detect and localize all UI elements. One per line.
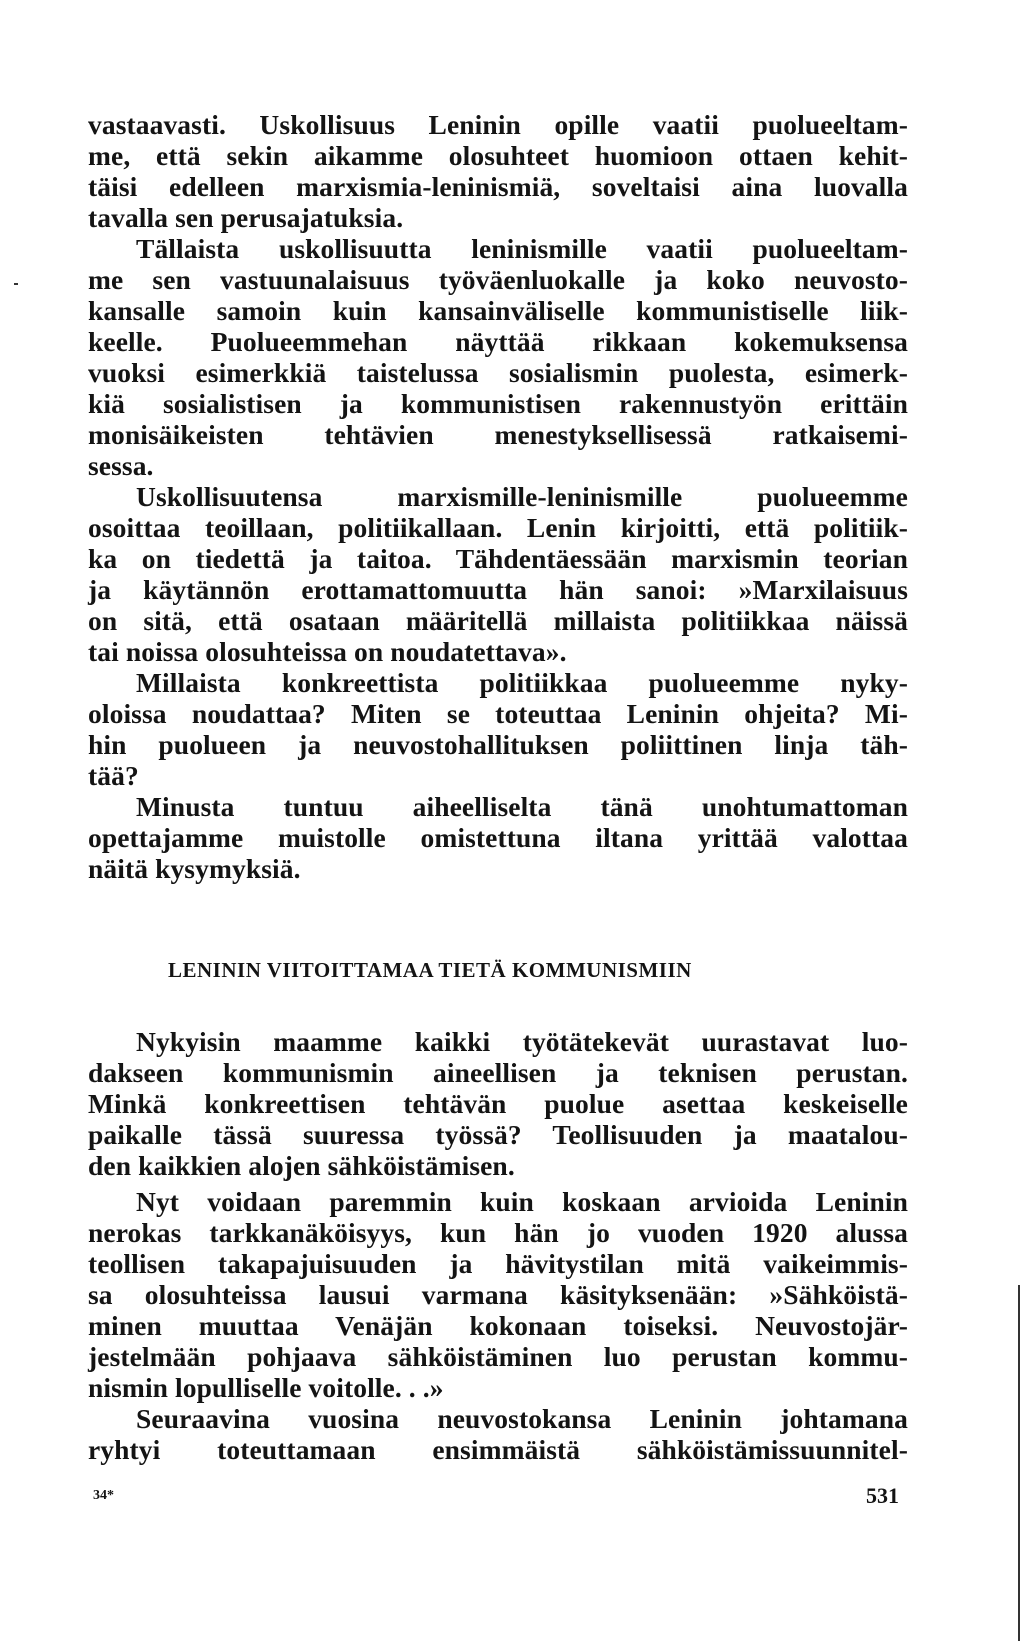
text-line: on sitä, että osataan määritellä millaista politiikkaa näissä (88, 605, 908, 636)
text-line: tavalla sen perusajatuksia. (88, 202, 404, 233)
text-line: vuoksi esimerkkiä taistelussa sosialismin puolesta, esimerk- (88, 357, 908, 388)
text-line: sa olosuhteissa lausui varmana käsityksenään: »Sähköistä- (88, 1279, 908, 1310)
text-line: den kaikkien alojen sähköistämisen. (88, 1150, 515, 1181)
text-line: kiä sosialistisen ja kommunistisen rakennustyön erittäin (88, 388, 908, 419)
text-line: keelle. Puolueemmehan näyttää rikkaan kokemuksensa (88, 326, 908, 357)
text-line: minen muuttaa Venäjän kokonaan toiseksi. Neuvostojär- (88, 1310, 908, 1341)
text-line: jestelmään pohjaava sähköistäminen luo perustan kommu- (88, 1341, 908, 1372)
text-line: Minkä konkreettisen tehtävän puolue asettaa keskeiselle (88, 1088, 908, 1119)
text-line: Uskollisuutensa marxismille-leninismille puolueemme (136, 481, 908, 512)
text-line: vastaavasti. Uskollisuus Leninin opille vaatii puolueeltam- (88, 109, 908, 140)
text-line: nismin lopulliselle voitolle. . .» (88, 1372, 444, 1403)
text-line: Nyt voidaan paremmin kuin koskaan arvioida Leninin (136, 1186, 908, 1217)
text-line: Seuraavina vuosina neuvostokansa Leninin johtamana (136, 1403, 908, 1434)
text-line: ja käytännön erottamattomuutta hän sanoi: »Marxilaisuus (88, 574, 908, 605)
text-line: kansalle samoin kuin kansainväliselle kommunistiselle liik- (88, 295, 908, 326)
text-line: täisi edelleen marxismia-leninismiä, soveltaisi aina luovalla (88, 171, 908, 202)
signature-mark: 34* (93, 1488, 114, 1503)
text-line: ka on tiedettä ja taitoa. Tähdentäessään marxismin teorian (88, 543, 908, 574)
text-line: opettajamme muistolle omistettuna iltana yrittää valottaa (88, 822, 908, 853)
text-line: Tällaista uskollisuutta leninismille vaatii puolueeltam- (136, 233, 908, 264)
text-line: tää? (88, 760, 139, 791)
text-line: tai noissa olosuhteissa on noudatettava». (88, 636, 567, 667)
scan-speck (14, 283, 18, 285)
text-line: näitä kysymyksiä. (88, 853, 301, 884)
text-line: nerokas tarkkanäköisyys, kun hän jo vuoden 1920 alussa (88, 1217, 908, 1248)
text-line: Minusta tuntuu aiheelliselta tänä unohtumattoman (136, 791, 908, 822)
text-line: ryhtyi toteuttamaan ensimmäistä sähköistämissuunnitel- (88, 1434, 908, 1465)
text-line: oloissa noudattaa? Miten se toteuttaa Leninin ohjeita? Mi- (88, 698, 908, 729)
text-line: monisäikeisten tehtävien menestyksellisessä ratkaisemi- (88, 419, 908, 450)
text-line: Millaista konkreettista politiikkaa puolueemme nyky- (136, 667, 908, 698)
text-line: me sen vastuunalaisuus työväenluokalle ja koko neuvosto- (88, 264, 908, 295)
section-heading: LENININ VIITOITTAMAA TIETÄ KOMMUNISMIIN (168, 958, 692, 982)
text-line: sessa. (88, 450, 154, 481)
text-line: Nykyisin maamme kaikki työtätekevät uurastavat luo- (136, 1026, 908, 1057)
text-line: osoittaa teoillaan, politiikallaan. Lenin kirjoitti, että politiik- (88, 512, 908, 543)
text-line: me, että sekin aikamme olosuhteet huomioon ottaen kehit- (88, 140, 908, 171)
text-line: paikalle tässä suuressa työssä? Teollisuuden ja maatalou- (88, 1119, 908, 1150)
page-number: 531 (866, 1483, 899, 1508)
text-line: dakseen kommunismin aineellisen ja teknisen perustan. (88, 1057, 908, 1088)
text-line: hin puolueen ja neuvostohallituksen poliittinen linja täh- (88, 729, 908, 760)
text-line: teollisen takapajuisuuden ja hävitystilan mitä vaikeimmis- (88, 1248, 908, 1279)
scan-edge-line (1018, 1285, 1020, 1641)
